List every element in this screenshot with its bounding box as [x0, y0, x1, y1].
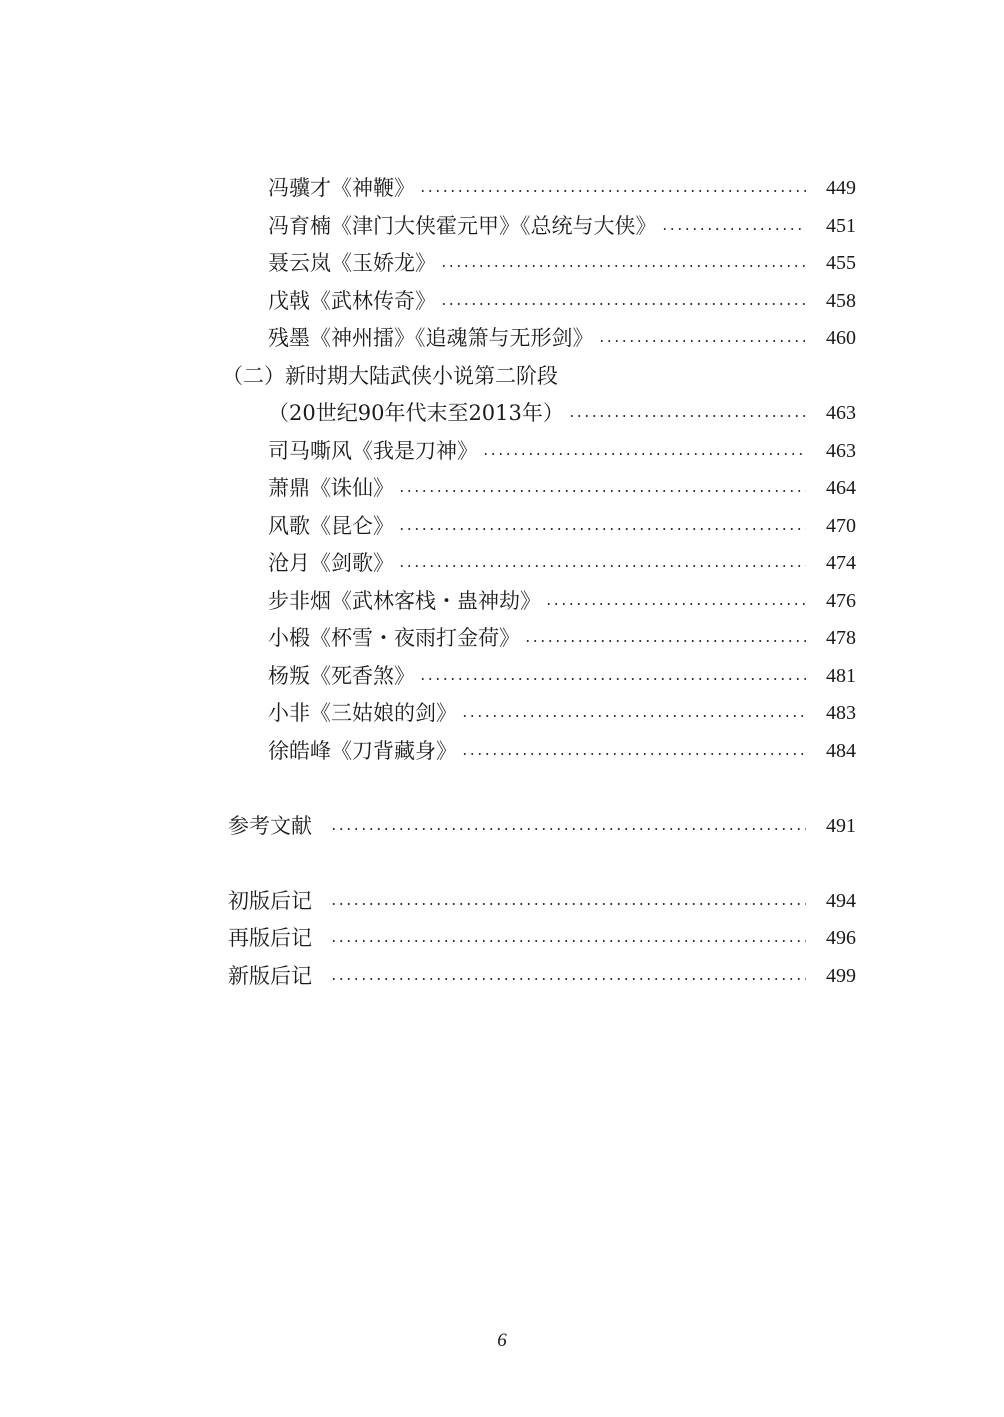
dot-leader: [330, 903, 806, 905]
dot-leader: [440, 265, 806, 267]
dot-leader: [524, 640, 806, 642]
toc-entry-title: 新版后记: [228, 964, 312, 988]
dot-leader: [568, 415, 806, 417]
toc-entry-page: 484: [826, 740, 856, 762]
toc-entry-page: 476: [826, 590, 856, 612]
toc-entry-page: 481: [826, 665, 856, 687]
toc-entry-page: 483: [826, 702, 856, 724]
toc-entry-page: 499: [826, 965, 856, 987]
dot-leader: [398, 528, 806, 530]
toc-entry-page: 451: [826, 215, 856, 237]
toc-entry: [268, 170, 856, 206]
toc-entry-title: 司马嘶风《我是刀神》: [268, 439, 478, 463]
toc-entry-page: 496: [826, 927, 856, 949]
section-heading: （二）新时期大陆武侠小说第二阶段: [222, 364, 558, 388]
toc-entry-title: 再版后记: [228, 926, 312, 950]
dot-leader: [461, 715, 806, 717]
toc-entry-title: 杨叛《死香煞》: [268, 664, 415, 688]
toc-entry: [268, 583, 856, 619]
dot-leader: [419, 190, 806, 192]
toc-entry-page: 494: [826, 890, 856, 912]
toc-entry-page: 478: [826, 627, 856, 649]
toc-entry: [268, 433, 856, 469]
dot-leader: [545, 603, 806, 605]
dot-leader: [398, 565, 806, 567]
toc-entry-afterword: [228, 920, 856, 956]
toc-entry-title: 参考文献: [228, 814, 312, 838]
toc-entry-page: 460: [826, 327, 856, 349]
dot-leader: [598, 340, 807, 342]
toc-entry-page: 491: [826, 815, 856, 837]
dot-leader: [482, 453, 806, 455]
dot-leader: [440, 303, 806, 305]
toc-entry-page: 455: [826, 252, 856, 274]
toc-entry-references: [228, 808, 856, 844]
toc-entry-title: 沧月《剑歌》: [268, 551, 394, 575]
page-number: 6: [497, 1330, 507, 1351]
toc-entry: [268, 283, 856, 319]
toc-entry-page: 458: [826, 290, 856, 312]
toc-entry-title: 徐皓峰《刀背藏身》: [268, 739, 457, 763]
toc-entry-title: 小非《三姑娘的剑》: [268, 701, 457, 725]
toc-entry: [268, 508, 856, 544]
toc-entry: [268, 320, 856, 356]
toc-entry: [268, 545, 856, 581]
toc-entry-afterword: [228, 883, 856, 919]
toc-entry-title: 步非烟《武林客栈・蛊神劫》: [268, 589, 541, 613]
toc-entry: [268, 395, 856, 431]
toc-entry-page: 463: [826, 440, 856, 462]
toc-entry: [268, 245, 856, 281]
toc-entry: [268, 208, 856, 244]
dot-leader: [398, 490, 806, 492]
dot-leader: [419, 678, 806, 680]
toc-entry-title: 聂云岚《玉娇龙》: [268, 251, 436, 275]
toc-entry-title: 风歌《昆仑》: [268, 514, 394, 538]
toc-entry-title: （20世纪90年代末至2013年）: [268, 401, 564, 425]
toc-entry-title: 初版后记: [228, 889, 312, 913]
dot-leader: [330, 940, 806, 942]
toc-entry: [268, 658, 856, 694]
toc-entry-title: 冯育楠《津门大侠霍元甲》《总统与大侠》: [268, 214, 657, 238]
toc-entry: [268, 695, 856, 731]
toc-entry-page: 449: [826, 177, 856, 199]
toc-entry: [268, 620, 856, 656]
toc-entry-page: 470: [826, 515, 856, 537]
toc-entry-title: 戊戟《武林传奇》: [268, 289, 436, 313]
toc-entry: [268, 733, 856, 769]
dot-leader: [330, 978, 806, 980]
toc-entry-page: 463: [826, 402, 856, 424]
toc-entry-page: 464: [826, 477, 856, 499]
toc-entry-title: 残墨《神州擂》《追魂箫与无形剑》: [268, 326, 594, 350]
toc-entry-title: 冯骥才《神鞭》: [268, 176, 415, 200]
toc-entry-page: 474: [826, 552, 856, 574]
toc-entry: [268, 470, 856, 506]
toc-entry-title: 小椴《杯雪・夜雨打金荷》: [268, 626, 520, 650]
dot-leader: [661, 228, 807, 230]
toc-entry-afterword: [228, 958, 856, 994]
toc-entry-title: 萧鼎《诛仙》: [268, 476, 394, 500]
dot-leader: [330, 828, 806, 830]
dot-leader: [461, 753, 806, 755]
